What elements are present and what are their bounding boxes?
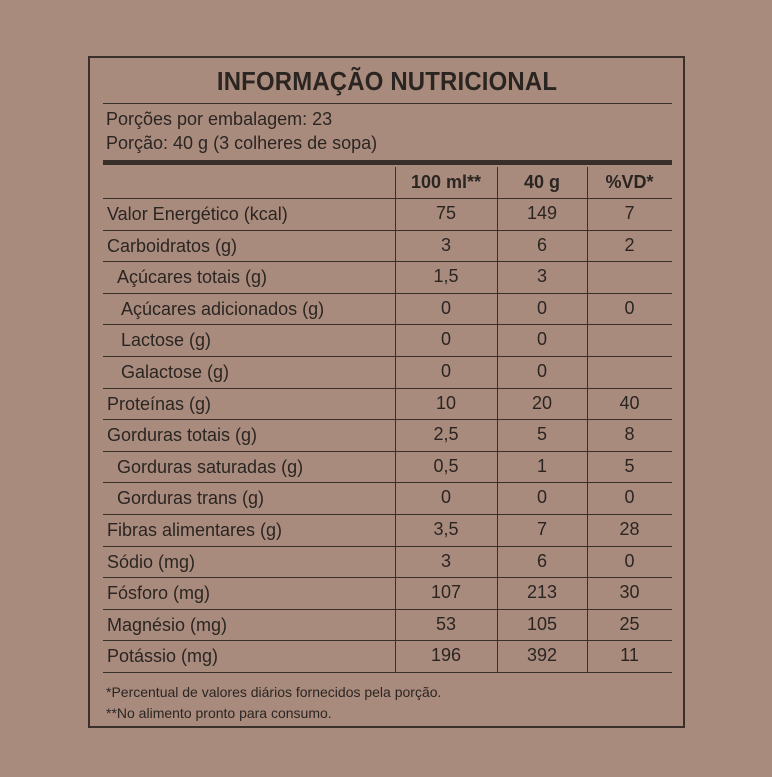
row-rule xyxy=(103,451,672,452)
value-vd: 11 xyxy=(620,645,639,666)
value-40g: 5 xyxy=(536,424,547,445)
value-100ml: 1,5 xyxy=(433,266,459,287)
nutrient-label: Fósforo (mg) xyxy=(107,583,211,604)
value-vd: 0 xyxy=(624,487,635,508)
row-rule xyxy=(103,482,672,483)
value-40g: 0 xyxy=(536,329,547,350)
nutrient-label: Lactose (g) xyxy=(121,330,212,351)
value-100ml: 2,5 xyxy=(433,424,459,445)
value-100ml: 10 xyxy=(435,392,457,413)
value-vd: 5 xyxy=(624,455,635,476)
header-rule xyxy=(103,198,672,199)
value-vd: 0 xyxy=(624,297,635,318)
row-rule xyxy=(103,419,672,420)
row-rule xyxy=(103,356,672,357)
row-rule xyxy=(103,672,672,673)
value-vd: 0 xyxy=(624,550,635,571)
nutrient-label: Gorduras totais (g) xyxy=(107,425,258,446)
value-100ml: 3,5 xyxy=(433,519,459,539)
servings-per-package: Porções por embalagem: 23 xyxy=(106,109,333,129)
value-100ml: 0 xyxy=(440,361,451,381)
nutrient-label: Galactose (g) xyxy=(121,362,230,382)
value-vd: 8 xyxy=(624,424,635,445)
value-40g: 392 xyxy=(526,645,558,666)
value-vd: 28 xyxy=(619,519,640,539)
nutrient-label: Fibras alimentares (g) xyxy=(107,520,283,540)
value-40g: 149 xyxy=(526,203,558,223)
value-100ml: 0 xyxy=(440,487,451,508)
footnote-vd: *Percentual de valores diários fornecidos pela porção. xyxy=(106,684,442,700)
row-rule xyxy=(103,388,672,389)
value-100ml: 107 xyxy=(430,582,462,603)
value-40g: 0 xyxy=(536,361,547,381)
value-40g: 20 xyxy=(531,392,553,413)
row-rule xyxy=(103,324,672,325)
value-100ml: 53 xyxy=(435,613,457,634)
nutrient-label: Valor Energético (kcal) xyxy=(107,204,288,224)
nutrient-label: Açúcares totais (g) xyxy=(117,267,268,288)
value-40g: 3 xyxy=(536,266,547,287)
value-40g: 213 xyxy=(526,582,558,603)
row-rule xyxy=(103,546,672,547)
row-rule xyxy=(103,577,672,578)
value-100ml: 0 xyxy=(440,297,451,318)
value-40g: 1 xyxy=(536,455,547,476)
footnote-ready: **No alimento pronto para consumo. xyxy=(106,705,332,721)
nutrient-label: Açúcares adicionados (g) xyxy=(121,298,325,319)
nutrient-label: Magnésio (mg) xyxy=(107,614,228,635)
serving-size: Porção: 40 g (3 colheres de sopa) xyxy=(106,133,378,153)
nutrient-label: Gorduras saturadas (g) xyxy=(117,456,304,477)
row-rule xyxy=(103,609,672,610)
value-vd: 2 xyxy=(624,234,635,255)
value-vd: 40 xyxy=(619,392,640,413)
row-rule xyxy=(103,293,672,294)
value-vd: 7 xyxy=(624,203,635,223)
nutrient-label: Gorduras trans (g) xyxy=(117,488,265,509)
value-100ml: 0,5 xyxy=(433,455,459,476)
nutrient-label: Carboidratos (g) xyxy=(107,235,238,256)
value-40g: 6 xyxy=(536,234,547,255)
nutrient-label: Sódio (mg) xyxy=(107,551,196,572)
row-rule xyxy=(103,514,672,515)
title-rule xyxy=(103,103,672,104)
value-100ml: 3 xyxy=(440,234,451,255)
column-header: 40 g xyxy=(523,172,561,192)
value-100ml: 75 xyxy=(435,203,457,223)
column-header: 100 ml** xyxy=(410,172,482,192)
row-rule xyxy=(103,230,672,231)
panel-title: INFORMAÇÃO NUTRICIONAL xyxy=(216,66,558,96)
value-40g: 0 xyxy=(536,487,547,508)
value-vd: 25 xyxy=(619,613,640,634)
value-40g: 6 xyxy=(536,550,547,571)
value-100ml: 3 xyxy=(440,550,451,571)
thick-rule xyxy=(103,160,672,165)
value-40g: 105 xyxy=(526,613,558,634)
row-rule xyxy=(103,261,672,262)
nutrient-label: Potássio (mg) xyxy=(107,646,219,667)
nutrient-label: Proteínas (g) xyxy=(107,393,212,414)
value-40g: 7 xyxy=(536,519,547,539)
column-header: %VD* xyxy=(605,172,654,192)
value-100ml: 0 xyxy=(440,329,451,350)
row-rule xyxy=(103,640,672,641)
value-vd: 30 xyxy=(619,582,640,603)
value-40g: 0 xyxy=(536,297,547,318)
value-100ml: 196 xyxy=(430,645,462,666)
